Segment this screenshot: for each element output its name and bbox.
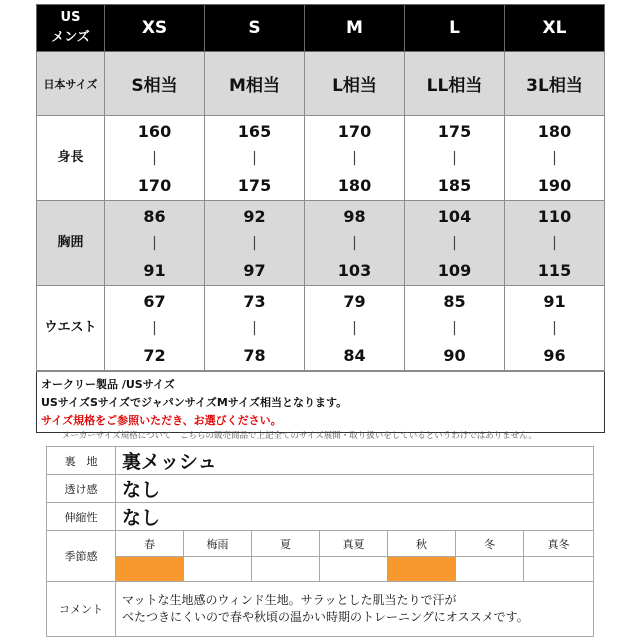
- comment-row: [47, 582, 594, 637]
- range-cell: 165 | 175: [205, 116, 305, 201]
- brand-size-note: オークリー製品 /USサイズ: [41, 378, 175, 391]
- waist-label: ウエスト: [37, 286, 105, 372]
- range-cell: 175 | 185: [405, 116, 505, 201]
- size-notes-row: [37, 371, 605, 433]
- season-indicator: [252, 557, 320, 582]
- japan-size-cell: M相当: [205, 52, 305, 116]
- range-cell: 180 | 190: [505, 116, 605, 201]
- season-indicator-row: [47, 557, 594, 582]
- season-midsummer: 真夏: [320, 531, 388, 557]
- range-cell: 92 | 97: [205, 201, 305, 286]
- season-indicator: [320, 557, 388, 582]
- range-cell: 110 | 115: [505, 201, 605, 286]
- range-cell: 91 | 96: [505, 286, 605, 372]
- height-row: [37, 116, 605, 201]
- range-cell: 160 | 170: [105, 116, 205, 201]
- stretch-row: [47, 503, 594, 531]
- size-s-header: S: [205, 5, 305, 52]
- season-indicator: [456, 557, 524, 582]
- season-midwinter: 真冬: [524, 531, 594, 557]
- season-indicator: [388, 557, 456, 582]
- size-warning-note: サイズ規格をご参照いただき、お選びください。: [41, 414, 282, 427]
- size-xl-header: XL: [505, 5, 605, 52]
- size-header-row: [37, 5, 605, 52]
- japan-size-row: [37, 52, 605, 116]
- us-mens-label: US メンズ: [37, 5, 105, 52]
- season-spring: 春: [116, 531, 184, 557]
- lining-label: 裏 地: [47, 447, 116, 475]
- size-equivalence-note: USサイズSサイズでジャパンサイズMサイズ相当となります。: [41, 396, 348, 409]
- chest-label: 胸囲: [37, 201, 105, 286]
- range-cell: 170 | 180: [305, 116, 405, 201]
- range-cell: 98 | 103: [305, 201, 405, 286]
- stretch-label: 伸縮性: [47, 503, 116, 531]
- season-summer: 夏: [252, 531, 320, 557]
- size-xs-header: XS: [105, 5, 205, 52]
- stretch-value: なし: [116, 503, 594, 531]
- transparency-row: [47, 475, 594, 503]
- season-rainy: 梅雨: [184, 531, 252, 557]
- season-indicator: [524, 557, 594, 582]
- japan-size-cell: LL相当: [405, 52, 505, 116]
- japan-size-cell: S相当: [105, 52, 205, 116]
- comment-label: コメント: [47, 582, 116, 637]
- size-notes: [37, 371, 605, 433]
- season-autumn: 秋: [388, 531, 456, 557]
- size-m-header: M: [305, 5, 405, 52]
- comment-text: マットな生地感のウィンド生地。サラッとした肌当たりで汗が べたつきにくいので春や秋頃の温かい時期のトレーニングにオススメです。: [116, 582, 594, 637]
- chest-row: [37, 201, 605, 286]
- product-spec-table: [46, 446, 594, 637]
- height-label: 身長: [37, 116, 105, 201]
- japan-size-label: 日本サイズ: [37, 52, 105, 116]
- range-cell: 67 | 72: [105, 286, 205, 372]
- range-cell: 104 | 109: [405, 201, 505, 286]
- lining-value: 裏メッシュ: [116, 447, 594, 475]
- range-cell: 86 | 91: [105, 201, 205, 286]
- transparency-value: なし: [116, 475, 594, 503]
- range-cell: 85 | 90: [405, 286, 505, 372]
- size-l-header: L: [405, 5, 505, 52]
- season-header-row: [47, 531, 594, 557]
- japan-size-cell: 3L相当: [505, 52, 605, 116]
- range-cell: 79 | 84: [305, 286, 405, 372]
- season-winter: 冬: [456, 531, 524, 557]
- maker-size-caption: メーカーサイズ規格について こちらの販売商品で上記全てのサイズ展開・取り扱いをしているというわけではありません。: [62, 431, 537, 441]
- season-indicator: [184, 557, 252, 582]
- japan-size-cell: L相当: [305, 52, 405, 116]
- waist-row: [37, 286, 605, 372]
- season-label: 季節感: [47, 531, 116, 582]
- season-indicator: [116, 557, 184, 582]
- size-chart-table: [36, 4, 605, 433]
- transparency-label: 透け感: [47, 475, 116, 503]
- range-cell: 73 | 78: [205, 286, 305, 372]
- lining-row: [47, 447, 594, 475]
